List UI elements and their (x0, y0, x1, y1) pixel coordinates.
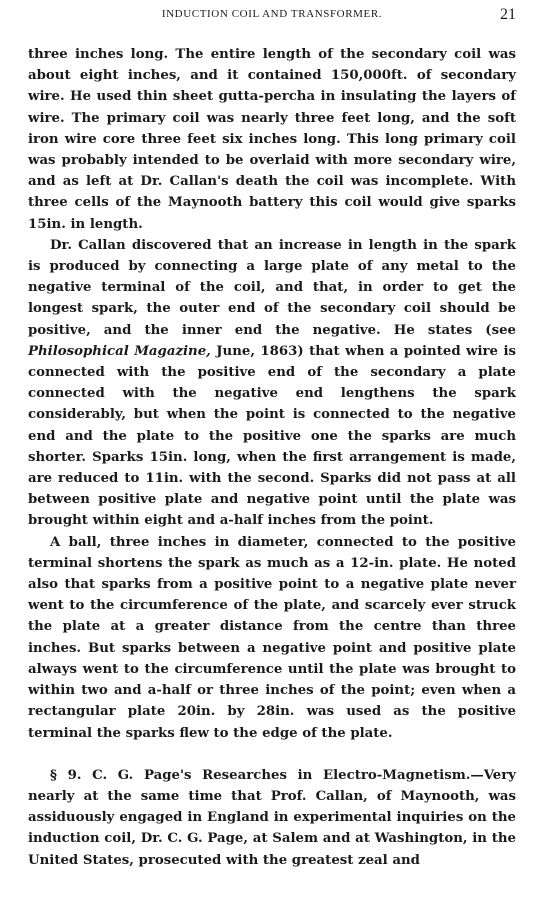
section-heading: § 9. C. G. Page's Researches in Electro-Magnetism. (50, 767, 471, 783)
page-header (28, 6, 516, 24)
paragraph-continuation: three inches long. The entire length of the secondary coil was about eight inches, and it contained 150,000ft. of secondary wire. He used thin sheet gutta-percha in insulating the layers of wire. The primary coil was nearly three feet long, and the soft iron wire core three feet six inches long. This long primary coil was probably intended to be overlaid with more secondary wire, and as left at Dr. Callan's death the coil was incomplete. With three cells of the Maynooth battery this coil would give sparks 15in. in length. (28, 47, 516, 232)
journal-title: Philosophical Magazine, (28, 343, 211, 359)
section-9-paragraph (28, 765, 516, 871)
paragraph-text: —Very nearly at the same time that Prof. Callan, of Maynooth, was assiduously engaged in England in experimental inquiries on the induction coil, Dr. C. G. Page, at Salem and at Washington, in the United States, prosecuted with the greatest zeal and (28, 767, 516, 868)
running-head: INDUCTION COIL AND TRANSFORMER. (161, 8, 383, 20)
page-number: 21 (500, 6, 516, 23)
paragraph-text: Dr. Callan discovered that an increase in length in the spark is produced by connecting a large plate of any metal to the negative terminal of the coil, and that, in order to get the longest spark, the outer end of the secondary coil should be positive, and the inner end the negative. He states (see (28, 237, 516, 338)
paragraph-callan-discovery (28, 235, 516, 532)
paragraph-ball-terminal: A ball, three inches in diameter, connected to the positive terminal shortens the spark as much as a 12-in. plate. He noted also that sparks from a positive point to a negative plate never went to the circumference of the plate, and scarcely ever struck the plate at a greater distance from the centre than three inches. But sparks between a negative point and positive plate always went to the circumference until the plate was brought to within two and a-half or three inches of the point; even when a rectangular plate 20in. by 28in. was used as the positive terminal the sparks flew to the edge of the plate. (28, 534, 516, 741)
body-text (28, 44, 516, 871)
paragraph-text: June, 1863) that when a pointed wire is connected with the positive end of the secondary a plate connected with the negative end lengthens the spark considerably, but when the point is connected to the negative end and the plate to the positive one the sparks are much shorter. Sparks 15in. long, when the first arrangement is made, are reduced to 11in. with the second. Sparks did not pass at all between positive plate and negative point until the plate was brought within eight and a-half inches from the point. (28, 343, 516, 529)
